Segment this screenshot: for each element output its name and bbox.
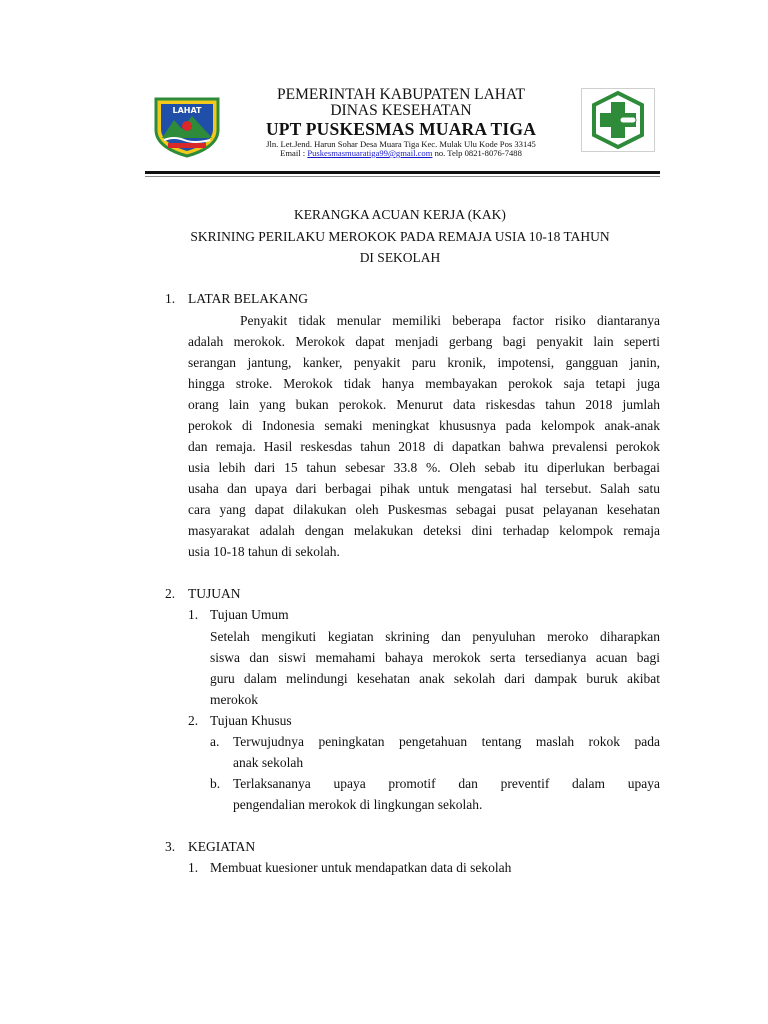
puskesmas-logo-icon bbox=[581, 88, 655, 152]
header-government: PEMERINTAH KABUPATEN LAHAT bbox=[277, 86, 525, 103]
subsection-number: 1. bbox=[188, 607, 199, 622]
logo-text: LAHAT bbox=[172, 106, 202, 115]
section-number: 3. bbox=[165, 839, 176, 854]
paragraph-line: dan remaja. Hasil reskesdas tahun 2018 di dapatkan bahwa prevalensi perokok bbox=[188, 439, 660, 454]
list-letter: a. bbox=[210, 734, 220, 749]
section-number: 1. bbox=[165, 291, 176, 306]
header-divider-thin bbox=[145, 176, 660, 177]
activity-item: Membuat kuesioner untuk mendapatkan data di sekolah bbox=[210, 860, 512, 875]
paragraph-line: Penyakit tidak menular memiliki beberapa factor risiko diantaranya bbox=[240, 313, 660, 328]
paragraph-line: usia 10-18 tahun di sekolah. bbox=[188, 544, 340, 559]
header-divider bbox=[145, 171, 660, 174]
list-item-line: Terwujudnya peningkatan pengetahuan tentang maslah rokok pada bbox=[233, 734, 660, 749]
header-institution: UPT PUSKESMAS MUARA TIGA bbox=[265, 119, 537, 139]
paragraph-line: masyarakat adalah dengan melakukan deteksi dini terhadap kelompok remaja bbox=[188, 523, 660, 538]
paragraph-line: Setelah mengikuti kegiatan skrining dan penyuluhan meroko diharapkan bbox=[210, 629, 660, 644]
paragraph-line: perokok di Indonesia semaki meningkat khususnya pada kelompok anak-anak bbox=[188, 418, 660, 433]
paragraph-line: serangan jantung, kanker, penyakit paru kronik, impotensi, gangguan janin, bbox=[188, 355, 660, 370]
phone-text: no. Telp 0821-8076-7488 bbox=[432, 148, 522, 158]
subsection-heading: Tujuan Umum bbox=[210, 607, 289, 622]
section-heading: TUJUAN bbox=[188, 586, 241, 601]
section-number: 2. bbox=[165, 586, 176, 601]
paragraph-line: hingga stroke. Merokok tidak hanya membayakan perokok saja tetapi juga bbox=[188, 376, 660, 391]
document-subtitle-2: DI SEKOLAH bbox=[359, 250, 441, 265]
list-letter: b. bbox=[210, 776, 221, 791]
subsection-number: 1. bbox=[188, 860, 199, 875]
paragraph-line: orang lain yang bukan perokok. Menurut data riskesdas tahun 2018 jumlah bbox=[188, 397, 660, 412]
paragraph-line: usia lebih dari 15 tahun sebesar 33.8 %. Oleh sebab itu diperlukan berbagai bbox=[188, 460, 660, 475]
list-item-line: anak sekolah bbox=[233, 755, 304, 770]
section-heading: LATAR BELAKANG bbox=[188, 291, 309, 306]
list-item-line: pengendalian merokok di lingkungan sekolah. bbox=[233, 797, 483, 812]
paragraph-line: siswa dan siswi memahami bahaya merokok serta tersedianya acuan bagi bbox=[210, 650, 660, 665]
document-subtitle: SKRINING PERILAKU MEROKOK PADA REMAJA USIA 10-18 TAHUN bbox=[190, 229, 610, 244]
paragraph-line: cara yang dapat dilakukan oleh Puskesmas sebagai pusat pelayanan kesehatan bbox=[188, 502, 660, 517]
paragraph-line: usaha dan upaya dari berbagai pihak untuk mengatasi hal tersebut. Salah satu bbox=[188, 481, 660, 496]
document-title: KERANGKA ACUAN KERJA (KAK) bbox=[294, 207, 506, 222]
paragraph-line: adalah merokok. Merokok dapat menjadi gerbang bagi penyakit lain seperti bbox=[188, 334, 660, 349]
email-label: Email : bbox=[280, 148, 308, 158]
subsection-number: 2. bbox=[188, 713, 199, 728]
section-heading: KEGIATAN bbox=[188, 839, 256, 854]
email-link[interactable]: Puskesmasmuaratiga99@gmail.com bbox=[307, 148, 433, 158]
paragraph-line: merokok bbox=[210, 692, 258, 707]
lahat-regency-logo-icon bbox=[152, 96, 222, 158]
header-department: DINAS KESEHATAN bbox=[330, 102, 472, 119]
subsection-heading: Tujuan Khusus bbox=[210, 713, 292, 728]
header-contact bbox=[238, 148, 564, 158]
list-item-line: Terlaksananya upaya promotif dan preventif dalam upaya bbox=[233, 776, 660, 791]
header-address: Jln. Let.Jend. Harun Sohar Desa Muara Tiga Kec. Mulak Ulu Kode Pos 33145 bbox=[266, 139, 536, 149]
paragraph-line: guru dalam melindungi kesehatan anak sekolah dari dampak buruk akibat bbox=[210, 671, 660, 686]
